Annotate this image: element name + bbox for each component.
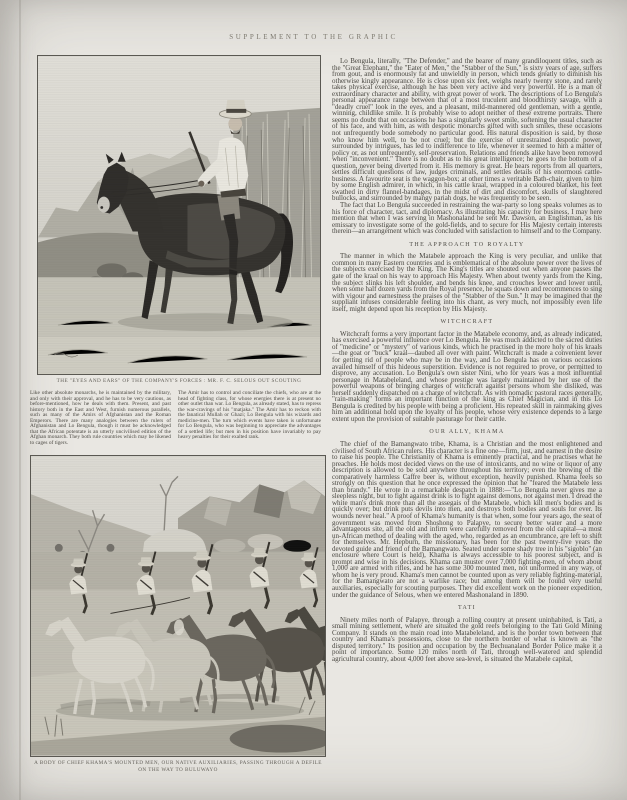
page-header: SUPPLEMENT TO THE GRAPHIC	[229, 33, 398, 41]
middle-column-right: The Amir has to control and conciliate the chiefs, who are at the head of fighting class, for whose energies there is at present no other outlet than war. Lo Bengula, as already stated, has to repress the war-cravings of his "matjaka." The Amir has to reckon with the fanatical Mullah or Ghazi; Lo Bengula with his wizards and medicine-men. The turn which events have taken is unfortunate for Lo Bengula, who was beginning to appreciate the advantages of a settled life; but men in his position have invariably to pay heavy penalties for their exalted rank.	[178, 390, 321, 441]
section-heading-our-ally-khama: OUR ALLY, KHAMA	[429, 429, 505, 436]
figure-khama-mounted-men	[30, 455, 326, 773]
article-paragraph-4: Witchcraft forms a very important factor in the Matabele economy, and, as already indicated, has exercised a powerful influence over Lo Bengula. He was much addicted to the sacred duties of "medicine" or "mystery" of various kinds, which he practised in the more holy of his kraals—the goat or "buck" kraal—daubed all over with paint. Witchcraft is made a convenient lever for getting rid of people who may be in the way, and Lo Bengula has on various occasions availed himself of this hideous superstition. Evidence is not required to prove, or permitted to disprove, any accusation. Lo Bengula's own sister Nini, who for years was a most influential personage in Matabeleland, and whose prestige was largely maintained by her use of the powerful weapons of bringing charges of witchcraft against persons whom she disliked, was herself suddenly dispatched on a charge of witchcraft. As with nomadic pastoral races generally, "rain-making" forms an important function of the king as Chief Magician, and in this Lo Bengula is credited by his people with being a proficient. His repeated skill in rainmaking gives him an additional hold upon the loyalty of his people, whose very existence depends to a large extent upon the provision of suitable pasturage for their cattle.	[332, 329, 602, 423]
caption-line-1: A BODY OF CHIEF KHAMA'S MOUNTED MEN, OUR NATIVE AUXILIARIES, PASSING THROUGH A DEFILE	[34, 760, 322, 766]
figure-caption-bottom	[30, 760, 326, 773]
mounted-men-defile-engraving-icon	[30, 455, 326, 757]
middle-column-left: Like other absolute monarchs, he is maintained by the military, and only with their approval, and he has to be very cautious, as before-mentioned, how he deals with them. Present, and past history both in the East and West, furnish numerous parallels, such as many of the Amirs of Afghanistan and the Roman Emperors. There are many analogies between the rulers of Afghanistan and Lo Bengula, though it must be acknowledged that the African potentate is an utterly uncivilised edition of the Afghan monarch. They both rule countries which may be likened to cages of tigers.	[30, 390, 171, 446]
article-paragraph-5: The chief of the Bamangwato tribe, Khama, is a Christian and the most enlightened and civilised of South African rulers. His character is a fine one—firm, just, and earnest in the desire to raise his people. The Christianity of Khama is eminently practical, and he practises what he preaches. He holds most decided views on the use of intoxicants, and no wine or liquor of any description is allowed to be sold anywhere throughout his territory; even the brewing of the comparatively harmless Caffre beer is, without exception, heavily punished. Khama feels so strongly on this question that he once expressed the opinion that he "feared the Matabele less than brandy." He wrote in a remarkable despatch in 1888:—"Lo Bengula never gives me a sleepless night, but to fight against drink is to fight against demons, not against men. I dread the white man's drink more than all the assegais of the Matabele, which kill men's bodies and is quickly over; but drink puts devils into men, and destroys both bodies and souls for ever. Its wounds never heal." A proof of Khama's humanity is that when, some four years ago, the seat of government was moved from Shoshong to Palapye, to secure better water and a more advantageous site, all the old and infirm were carefully removed from the old capital—a most un-African method of dealing with the aged, who, regarded as an encumbrance, are left to shift for themselves. Mr. Hepburn, the missionary, has been for the past twenty-five years the devoted guide and friend of the Bamangwato. Seated under some shady tree in his "sigoblo" (an enclosure where Court is held), Khama is always accessible to his poorest subject, and is prompt and wise in his decisions. Khama can muster over 7,000 fighting-men, of whom about 1,000 are armed with rifles, and he has some 300 mounted men, not uniformed in any way, of whom he is very proud. Khama's men cannot be counted upon as very reliable fighting-material, for the Bamangwato are not a warlike race; but among them will be found very useful auxiliaries, especially for scouting purposes. They did excellent work on the pioneer expedition, under the guidance of Selous, when we entered Mashonaland in 1890.	[332, 439, 602, 599]
article-paragraph-2: The fact that Lo Bengula succeeded in restraining the war-party so long speaks volumes as to his force of character, tact, and diplomacy. As illustrating his capacity for business, I may here mention that when I was serving in Mashonaland he sent Mr. Dawson, an Englishman, as his emissary to investigate some of the gold-fields, and to secure for His Majesty certain interests therein—an arrangement which was concluded with satisfaction to himself and to the Company.	[332, 201, 602, 236]
article-column	[332, 58, 602, 662]
section-heading-witchcraft: WITCHCRAFT	[440, 319, 494, 326]
article-paragraph-3: The manner in which the Matabele approach the King is very peculiar, and unlike that common in many Eastern countries and is emblematical of the absolute power over the lives of the subjects exercised by the King. The King's titles are shouted out when anyone passes the gate of the kraal on his way to approach His Majesty. When about twenty yards from the King, the subject slinks his left shoulder, and bends his knee, and crouches lower and lower until, when some half dozen yards from the Royal presence, he squats down and recommences to sing with vigour and earnestness the praises of the "Stabber of the Sun." It may be imagined that the suppliant infuses considerable feeling into his chant, as very much, not impossibly even life itself, might depend upon his reception by His Majesty.	[332, 252, 602, 313]
caption-line-2: ON THE WAY TO BULUWAYO	[138, 766, 218, 773]
article-paragraph-6: Ninety miles north of Palapye, through a rolling country at present uninhabited, is Tati, a small mining settlement, where are situated the gold reefs belonging to the Tati Gold Mining Company. It stands on the main road into Matabeleland, and is the border town between that country and Khama's possessions, close to the northern border of what is known as "the disputed territory." Its position and occupation by the Bechuanaland Border Police make it a point of importance. Some 120 miles north of Tati, through well-watered and splendid agricultural country, about 4,000 feet above sea-level, is situated the Matabele capital,	[332, 615, 602, 663]
section-heading-approach-to-royalty: THE APPROACH TO ROYALTY	[409, 241, 525, 248]
article-paragraph-1: Lo Bengula, literally, "The Defender," and the bearer of many grandiloquent titles, such as the "Great Elephant," the "Eater of Men," the "Stabber of the Sun," is sixty years of age, suffers from gout, and is enormously fat and unwieldly in person, which tends greatly to diminish his otherwise kingly appearance. He is close upon six feet, weighs nearly twenty stone, and rarely takes physical exercise, although he has been very active and very powerful. He is a man of extraordinary character and ability, with great power of work. The descriptions of Lo Bengula's personal appearance range between that of a most truculent and bloodthirsty savage, with a "deadly cruel" look in the eyes, and a pleasant, mild-mannered old gentleman, with a gentle, winning, childlike smile. It is probably wise to adopt neither of these extreme portraits. There seems no doubt that on occasions he has a singularly sweet smile, softening the usual character of his face, and with him, as with despotic monarchs gifted with such smiles, these occasions not unfrequently bode somebody no particular good. His natural disposition is said, by those who know him well, to be not cruel; but the exercise of unrestrained despotic power, surrounded by intrigues, has led to indifference to life, whenever it seemed to him a matter of policy or, as not unfrequently, self-preservation. Relations and friends alike have been removed when "inconvenient." There is no doubt as to his great intelligence; he goes to the bottom of a question, never being diverted from it. His memory is great. He hears reports from all quarters, settles difficult questions of law, judges criminals, and settles details of his enormous cattle-business. A favourite seat is the waggon-box; at other times a veritable Bath-chair, given to him by some English admirer, in which, in his cattle kraal, wrapped in a coloured blanket, his feet swathed in dirty flannel-bandages, in the midst of dirt and discomfort, skulls of slaughtered bullocks, and surrounded by mangy pariah dogs, he was frequently to be seen.	[332, 57, 602, 203]
figure-caption-top: THE "EYES AND EARS" OF THE COMPANY'S FORCES : MR. F. C. SELOUS OUT SCOUTING	[56, 378, 302, 384]
section-heading-tati: TATI	[457, 605, 477, 612]
selous-horseback-engraving-icon	[37, 55, 321, 375]
figure-selous-scouting	[37, 55, 321, 385]
